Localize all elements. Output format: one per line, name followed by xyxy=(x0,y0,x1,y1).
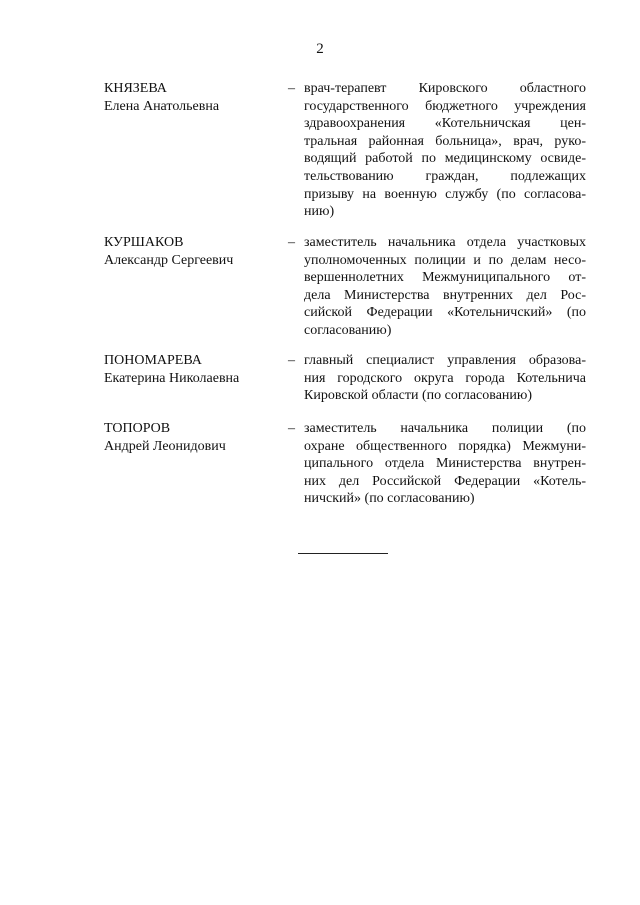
entry-dash: – xyxy=(288,235,295,250)
member-name xyxy=(104,80,280,115)
position-line: нию) xyxy=(304,204,335,220)
member-position xyxy=(304,352,586,405)
member-surname: ПОНОМАРЕВА xyxy=(104,353,202,368)
page-number: 2 xyxy=(316,41,324,57)
position-line: сийской Федерации «Котельничский» (по xyxy=(304,305,586,321)
position-line: водящий работой по медицинскому освиде- xyxy=(304,151,586,167)
entry-dash: – xyxy=(288,353,295,368)
member-position xyxy=(304,80,586,221)
end-divider xyxy=(298,553,388,554)
position-line: заместитель начальника отдела участковых xyxy=(304,235,586,250)
position-line: них дел Российской Федерации «Котель- xyxy=(304,473,586,489)
member-surname: КНЯЗЕВА xyxy=(104,81,167,96)
position-line: тельствованию граждан, подлежащих xyxy=(304,168,586,184)
position-line: государственного бюджетного учреждения xyxy=(304,98,586,114)
position-line: призыву на военную службу (по согласова- xyxy=(304,186,586,202)
position-line: ничский» (по согласованию) xyxy=(304,491,475,507)
position-line: Кировской области (по согласованию) xyxy=(304,388,533,404)
position-line: здравоохранения «Котельничская цен- xyxy=(304,116,586,132)
position-line: врач-терапевт Кировского областного xyxy=(304,81,586,96)
position-line: тральная районная больница», врач, руко- xyxy=(304,133,586,149)
position-line: уполномоченных полиции и по делам несо- xyxy=(304,252,586,268)
position-line: вершеннолетних Межмуниципального от- xyxy=(304,270,586,286)
position-line: согласованию) xyxy=(304,322,392,338)
member-name xyxy=(104,352,280,387)
member-given-names: Елена Анатольевна xyxy=(104,98,220,114)
member-given-names: Екатерина Николаевна xyxy=(104,370,240,386)
entry-dash: – xyxy=(288,81,295,96)
member-given-names: Александр Сергеевич xyxy=(104,252,234,268)
member-surname: ТОПОРОВ xyxy=(104,421,171,436)
member-surname: КУРШАКОВ xyxy=(104,235,184,250)
member-position xyxy=(304,234,586,340)
position-line: заместитель начальника полиции (по xyxy=(304,421,586,436)
member-given-names: Андрей Леонидович xyxy=(104,438,226,454)
member-position xyxy=(304,420,586,508)
position-line: охране общественного порядка) Межмуни- xyxy=(304,438,586,454)
position-line: главный специалист управления образова- xyxy=(304,353,586,368)
position-line: дела Министерства внутренних дел Рос- xyxy=(304,287,586,303)
entry-dash: – xyxy=(288,421,295,436)
member-name xyxy=(104,234,280,269)
position-line: ния городского округа города Котельнича xyxy=(304,370,586,386)
position-line: ципального отдела Министерства внутрен- xyxy=(304,456,586,472)
member-name xyxy=(104,420,280,455)
